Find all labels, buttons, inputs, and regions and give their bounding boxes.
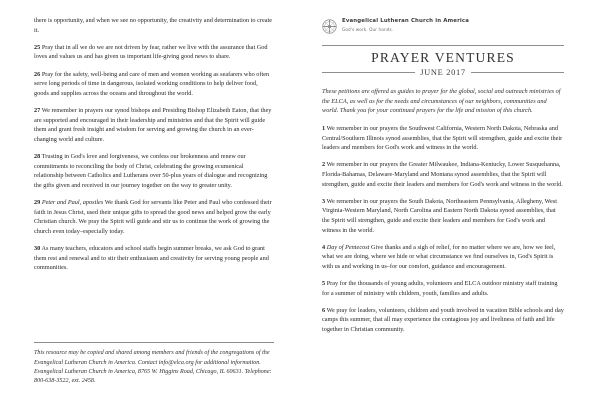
entry-text: Pray for the safety, well-being and care of men and women working as seafarers who often serve long periods of time in dangerous, isolated working conditions to help deliver food, goods and supplies across the oceans and throughout the world. [34,70,270,97]
prayer-entry [34,43,274,62]
entry-number: 28 [34,152,41,160]
entry-text: We remember in prayers our synod bishops and Presiding Bishop Elizabeth Eaton, that they are supported and encouraged in their leadership and ministries and that the Spirit will guide them and grant fresh insight and wisdom for serving and growing the church in an ever-changing world and culture. [34,106,272,143]
entry-commemoration: Peter and Paul, apostles [41,198,104,206]
entry-number: 25 [34,43,41,51]
right-column [300,0,600,400]
entry-number: 3 [322,197,326,205]
footer-block [34,342,274,386]
subtitle-rule-left [322,72,415,73]
entry-number: 5 [322,280,326,288]
entry-number: 2 [322,161,326,169]
entry-text: Trusting in God's love and forgiveness, we confess our brokenness and renew our commitments to reconciling the body of Christ, celebrating the growing ecumenical relationship between Catholics and Lutherans over 50-plus years of dialogue and recognizing the gifts given and received in our journey together on the way to greater unity. [34,152,268,189]
subtitle-row [322,68,564,77]
entry-text: As many teachers, educators and school staffs begin summer breaks, we ask God to grant them rest and renewal and to stir their enthusiasm and creativity for serving young people and communities. [34,244,269,272]
prayer-entry [322,306,564,335]
elca-cross-globe-icon [322,19,337,34]
title-block [322,45,564,77]
entry-text: We remember in our prayers the South Dakota, Northeastern Pennsylvania, Allegheny, West Virginia-Western Maryland, North Carolina and Eastern North Dakota synod assemblies, that the Spirit will strengthen, guide and excite their leaders and members for God's work and witness in the world. [322,197,557,234]
entry-text: We thank God for servants like Peter and Paul who confessed their faith in Jesus Christ, used their unique gifts to spread the good news and helped grow the early Christian church. We pray the Spirit will guide and stir us to continue the work of growing the church even today–especially today. [34,198,272,235]
entry-text: We remember in our prayers the Southwest California, Western North Dakota, Nebraska and Central/Southern Illinois synod assemblies, that the Spirit will strengthen, guide and excite their leaders and members for God's work and witness in the world. [322,124,563,152]
entry-text: We pray for leaders, volunteers, children and youth involved in vacation Bible schools and day camps this summer, that all may experience the contagious joy and liveliness of faith and life together in Christian community. [322,306,564,334]
organization-name: Evangelical Lutheran Church in America [342,18,470,24]
entry-number: 30 [34,244,41,252]
entry-commemoration: Day of Pentecost [326,243,370,251]
prayer-entry [322,279,564,298]
masthead-text [342,18,469,32]
prayer-entry [322,197,564,236]
entry-number: 6 [322,306,326,314]
prayer-entry [34,70,274,99]
entry-text: Pray for the thousands of young adults, volunteers and ELCA outdoor ministry staff training for a summer of ministry with children, youth, families and adults. [322,280,558,297]
entry-text: We remember in our prayers the Greater Milwaukee, Indiana-Kentucky, Lower Susquehanna, Florida-Bahamas, Delaware-Maryland and Montana synod assemblies, that the Spirit will strengthen, guide and excite their leaders and members for God's work and witness in the world. [322,161,563,188]
prayer-entry [322,124,564,153]
carryover-paragraph: there is opportunity, and when we see no opportunity, the creativity and determination to create it. [34,17,273,34]
prayer-entry [34,198,274,237]
footer-text: This resource may be copied and shared among members and friends of the congregations of the Evangelical Lutheran Church in America. Contact info@elca.org for additional information. Evangelical Lutheran Church in America, 8765 W. Higgins Road, Chicago, IL 60631. Telephone: 800-638-3522, ext. 2458. [34,350,272,384]
intro-paragraph: These petitions are offered as guides to prayer for the global, social and outreach ministries of the ELCA, as well as for the needs and circumstances of our neighbors, communities and world. Thank you for your continued prayers for the life and mission of this church. [322,88,561,115]
prayer-entry [322,243,564,272]
title-top-divider [322,45,564,46]
organization-tagline: God's work. Our hands. [342,26,394,32]
entry-number: 27 [34,106,41,114]
prayer-entry [34,152,274,191]
page-title: PRAYER VENTURES [371,50,515,65]
page-subtitle: JUNE 2017 [420,68,466,78]
masthead [322,18,564,34]
entry-number: 26 [34,70,41,78]
footer-divider [34,342,274,343]
entry-text: Give thanks and a sigh of relief, for no matter where we are, how we feel, what we are doing, where we hide or what circumstance we find ourselves in, God's Spirit is with us and working in us–for our comfort, guidance and encouragement. [322,243,556,270]
prayer-entry [322,160,564,189]
entry-number: 29 [34,198,41,206]
subtitle-rule-right [471,72,564,73]
entry-number: 4 [322,243,326,251]
entry-text: Pray that in all we do we are not driven by fear, rather we live with the assurance that God loves and values us and has given us important life-giving good news to share. [34,43,268,61]
prayer-entry [34,244,274,273]
prayer-entry [34,106,274,145]
entry-number: 1 [322,124,326,132]
